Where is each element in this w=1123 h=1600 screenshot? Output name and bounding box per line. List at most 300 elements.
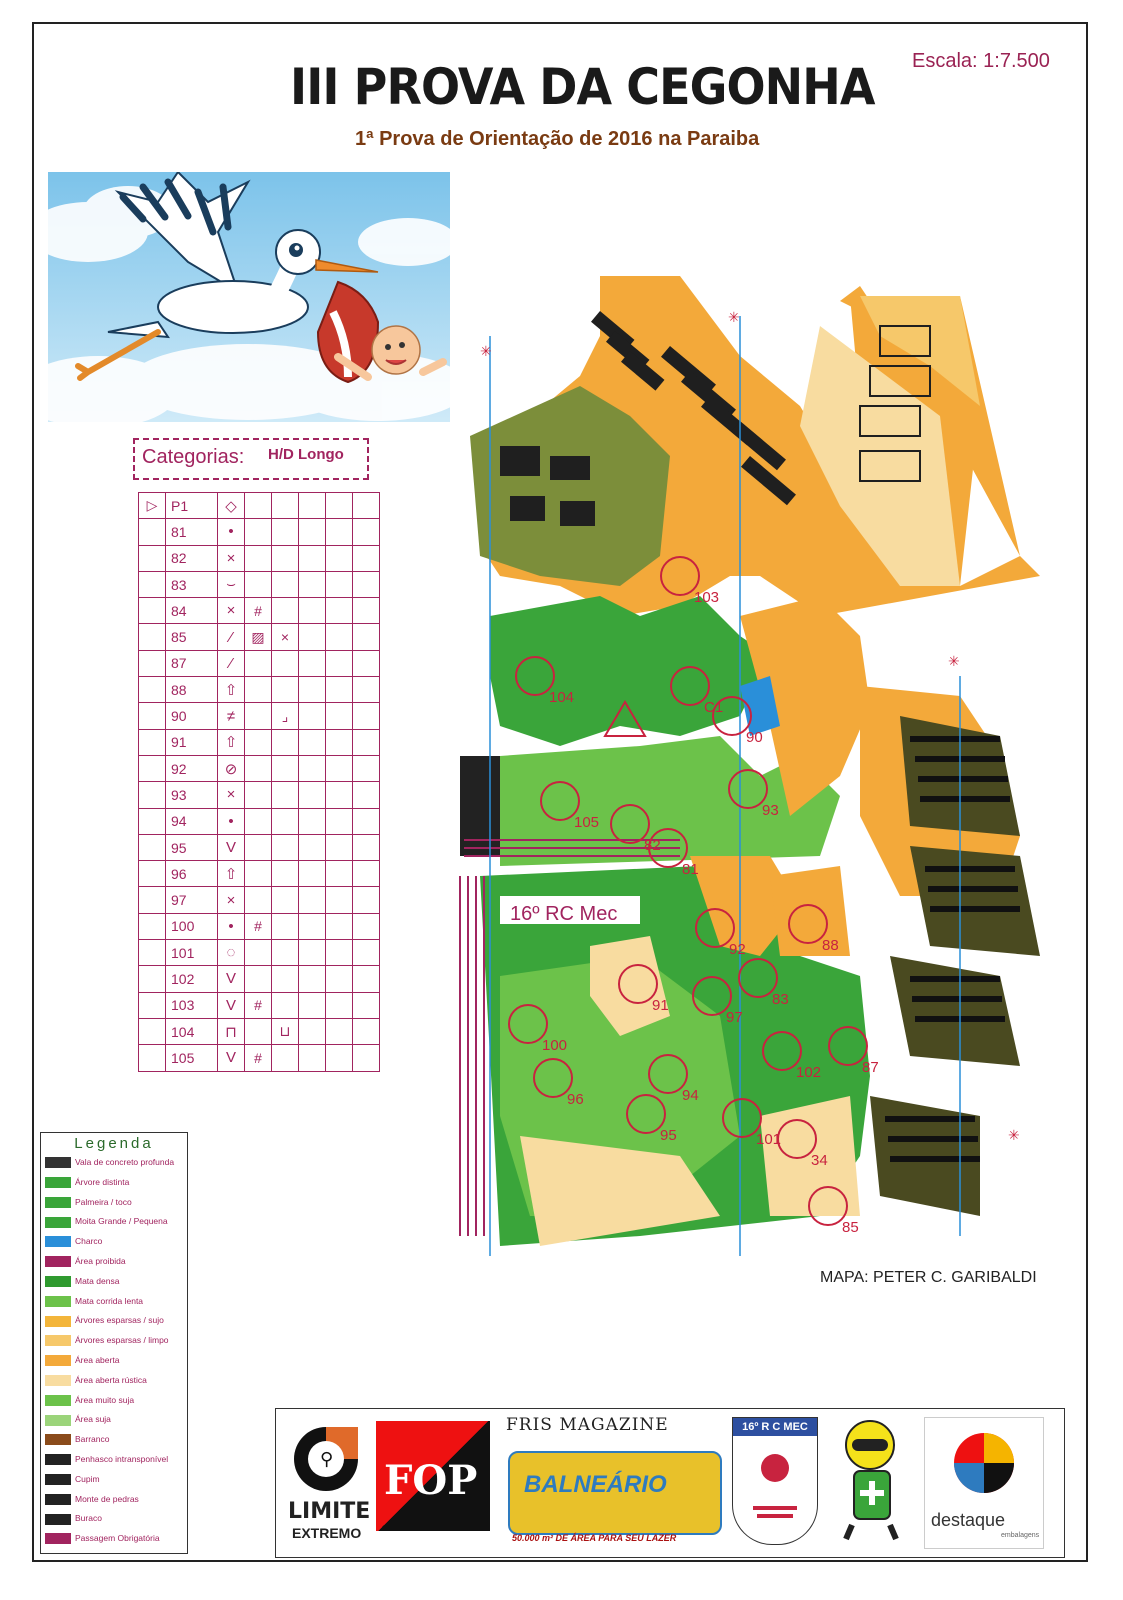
description-cell [353,571,380,597]
legend-swatch [45,1355,71,1366]
description-cell [272,966,299,992]
control-code: P1 [166,493,218,519]
legend-label: Cupim [75,1473,100,1484]
legend-label: Passagem Obrigatória [75,1533,160,1544]
description-cell [299,782,326,808]
legend-item [45,1197,132,1208]
legend-item [45,1494,139,1505]
description-cell [353,966,380,992]
legend-label: Palmeira / toco [75,1196,132,1207]
description-row [139,519,380,545]
description-cell [139,703,166,729]
description-cell [326,598,353,624]
description-cell [326,519,353,545]
control-number: 34 [811,1152,828,1169]
legend-swatch [45,1316,71,1327]
map-credit: MAPA: PETER C. GARIBALDI [820,1269,1037,1286]
rc-mec-text: 16º R C MEC [733,1418,817,1436]
description-cell: ⌟ [272,703,299,729]
description-row [139,729,380,755]
control-number: 93 [762,802,779,819]
sponsor-rc-mec [732,1417,818,1545]
control-number: C1 [704,699,724,716]
legend-swatch [45,1533,71,1544]
description-cell: ⊔ [272,1018,299,1044]
legend-label: Árvores esparsas / limpo [75,1335,169,1346]
description-cell [299,834,326,860]
description-cell: # [245,992,272,1018]
description-cell [353,755,380,781]
description-cell [139,834,166,860]
legend-label: Árvores esparsas / sujo [75,1315,164,1326]
description-cell [139,992,166,1018]
description-cell [299,887,326,913]
description-cell [353,940,380,966]
legend-label: Buraco [75,1513,102,1524]
description-row [139,966,380,992]
control-number: 104 [549,689,575,706]
legend-swatch [45,1474,71,1485]
control-symbol: ⇧ [218,861,245,887]
control-symbol: × [218,545,245,571]
control-number: 95 [660,1127,677,1144]
control-symbol: V [218,834,245,860]
description-cell [326,624,353,650]
control-code: 84 [166,598,218,624]
description-cell [139,940,166,966]
control-code: 95 [166,834,218,860]
control-symbol: × [218,887,245,913]
sponsor-mascot [832,1415,912,1545]
description-cell [353,598,380,624]
sponsor-limite-extremo [286,1419,378,1549]
control-code: 94 [166,808,218,834]
control-code: 100 [166,913,218,939]
description-cell [299,624,326,650]
description-cell [353,1018,380,1044]
description-cell: × [272,624,299,650]
legend-title: Legenda [74,1135,154,1152]
description-row [139,571,380,597]
description-cell [245,887,272,913]
legend-item [45,1236,102,1247]
control-number: 90 [746,729,763,746]
description-cell [245,782,272,808]
control-code: 90 [166,703,218,729]
rc-mec-crest-icon [733,1438,817,1538]
legend-item [45,1454,168,1465]
legend-swatch [45,1434,71,1445]
description-cell [245,966,272,992]
description-cell [272,598,299,624]
control-code: 85 [166,624,218,650]
page-subtitle: 1ª Prova de Orientação de 2016 na Paraiba [355,128,760,150]
legend-item [45,1216,168,1227]
control-number: 82 [644,837,661,854]
control-symbol: ⁄ [218,650,245,676]
description-cell [299,913,326,939]
description-cell [299,992,326,1018]
description-cell: # [245,1045,272,1071]
description-cell [139,1018,166,1044]
map-scale: Escala: 1:7.500 [912,50,1050,72]
description-cell [326,755,353,781]
description-cell [272,913,299,939]
description-cell [326,940,353,966]
orienteering-map [440,256,1080,1296]
control-description-table [138,492,380,1072]
control-code: 88 [166,677,218,703]
description-cell [139,861,166,887]
description-cell [272,677,299,703]
control-code: 91 [166,729,218,755]
destaque-text: destaque [931,1510,1006,1530]
legend-item [45,1276,119,1287]
description-cell [353,677,380,703]
description-cell [353,808,380,834]
legend-swatch [45,1157,71,1168]
description-cell [245,493,272,519]
description-cell [326,677,353,703]
description-cell [139,650,166,676]
description-cell [299,598,326,624]
legend-swatch [45,1296,71,1307]
control-symbol: ◇ [218,493,245,519]
description-cell [245,1018,272,1044]
description-cell [353,913,380,939]
control-symbol: ⇧ [218,729,245,755]
description-cell [326,966,353,992]
control-code: 103 [166,992,218,1018]
description-cell [326,493,353,519]
legend-label: Área muito suja [75,1394,135,1405]
description-row [139,598,380,624]
legend-item [45,1474,100,1485]
description-cell [272,992,299,1018]
description-cell [299,861,326,887]
legend-label: Área aberta [75,1355,120,1365]
description-cell [139,598,166,624]
legend-item [45,1375,147,1386]
extremo-text: EXTREMO [292,1525,362,1541]
description-cell [353,703,380,729]
legend-item [45,1157,174,1168]
legend-label: Área aberta rústica [75,1374,147,1385]
control-number: 105 [574,814,600,831]
description-cell [139,966,166,992]
legend-label: Charco [75,1236,103,1247]
control-code: 83 [166,571,218,597]
control-symbol: × [218,782,245,808]
description-row [139,782,380,808]
description-cell [272,755,299,781]
description-cell [139,729,166,755]
control-number: 103 [694,589,720,606]
description-row [139,650,380,676]
description-cell [272,834,299,860]
legend-label: Área proibida [75,1256,126,1266]
legend-swatch [45,1514,71,1525]
description-row [139,1018,380,1044]
description-cell [353,519,380,545]
description-cell [139,808,166,834]
legend-swatch [45,1217,71,1228]
control-number: 85 [842,1219,859,1236]
control-symbol: ⊘ [218,755,245,781]
description-cell [299,1018,326,1044]
description-cell [326,861,353,887]
description-cell [272,519,299,545]
description-row [139,808,380,834]
legend-label: Monte de pedras [75,1493,139,1504]
description-cell [139,624,166,650]
description-row [139,677,380,703]
description-cell [353,887,380,913]
control-code: 101 [166,940,218,966]
svg-text:✳: ✳ [728,310,740,326]
control-number: 94 [682,1087,699,1104]
control-number: 91 [652,997,669,1014]
legend-item [45,1256,126,1267]
legend-label: Mata corrida lenta [75,1295,144,1306]
sponsor-fris-magazine [506,1415,706,1445]
description-cell [272,545,299,571]
description-cell [139,913,166,939]
description-cell [245,677,272,703]
control-symbol: V [218,966,245,992]
description-cell [326,913,353,939]
legend-item [45,1335,169,1346]
description-cell [272,782,299,808]
description-cell [139,782,166,808]
description-cell [139,677,166,703]
legend-swatch [45,1335,71,1346]
description-cell [326,729,353,755]
description-cell [272,808,299,834]
description-row [139,913,380,939]
description-row [139,493,380,519]
description-cell [326,545,353,571]
legend-label: Árvore distinta [75,1176,130,1187]
description-cell [353,493,380,519]
description-cell [299,808,326,834]
control-symbol: V [218,992,245,1018]
description-row [139,624,380,650]
description-cell [299,1045,326,1071]
description-cell [139,1045,166,1071]
description-cell [299,729,326,755]
destaque-subtext: embalagens [1001,1532,1040,1539]
description-row [139,940,380,966]
description-row [139,992,380,1018]
description-cell [326,650,353,676]
description-cell [299,571,326,597]
control-code: 82 [166,545,218,571]
legend-item [45,1434,110,1445]
description-row [139,1045,380,1071]
balneario-subtext: 50.000 m² DE ÁREA PARA SEU LAZER [512,1533,677,1543]
description-cell [353,782,380,808]
description-cell [326,808,353,834]
description-cell [326,992,353,1018]
control-code: 97 [166,887,218,913]
description-cell [245,834,272,860]
description-cell [299,966,326,992]
description-cell: ▨ [245,624,272,650]
description-cell [139,755,166,781]
description-cell [245,703,272,729]
legend-label: Barranco [75,1434,110,1445]
legend-swatch [45,1256,71,1267]
legend-item [45,1533,160,1544]
control-number: 87 [862,1059,879,1076]
control-number: 83 [772,991,789,1008]
stork-illustration [48,172,450,422]
description-cell [353,834,380,860]
description-cell [272,887,299,913]
legend-swatch [45,1177,71,1188]
legend [40,1132,188,1554]
legend-item [45,1296,143,1307]
description-cell [353,1045,380,1071]
control-code: 102 [166,966,218,992]
description-cell [299,703,326,729]
destaque-logo [925,1418,1043,1508]
legend-item [45,1355,119,1366]
control-symbol: V [218,1045,245,1071]
description-cell [245,755,272,781]
control-number: 100 [542,1037,568,1054]
description-cell [353,624,380,650]
control-code: 87 [166,650,218,676]
description-row [139,703,380,729]
legend-label: Área suja [75,1414,111,1425]
legend-swatch [45,1395,71,1406]
description-cell [299,677,326,703]
legend-item [45,1177,129,1188]
control-number: 96 [567,1091,584,1108]
description-row [139,834,380,860]
description-cell [245,545,272,571]
description-cell [139,545,166,571]
control-symbol: × [218,598,245,624]
description-cell [272,650,299,676]
description-cell [353,650,380,676]
legend-swatch [45,1454,71,1465]
control-symbol: ⌣ [218,571,245,597]
description-cell [245,808,272,834]
description-cell [245,519,272,545]
svg-text:⚲: ⚲ [320,1449,334,1470]
legend-item [45,1315,164,1326]
description-cell [245,729,272,755]
description-cell [272,571,299,597]
sponsors-bar [275,1408,1065,1558]
description-cell [139,519,166,545]
description-cell [299,519,326,545]
svg-text:✳: ✳ [948,654,960,670]
legend-item [45,1395,134,1406]
description-cell [139,887,166,913]
legend-swatch [45,1197,71,1208]
legend-label: Mata densa [75,1275,120,1286]
legend-item [45,1513,102,1524]
svg-text:✳: ✳ [1008,1128,1020,1144]
svg-text:✳: ✳ [480,344,492,360]
description-cell [299,940,326,966]
description-cell [299,650,326,676]
control-symbol: ⇧ [218,677,245,703]
legend-swatch [45,1375,71,1386]
description-row [139,861,380,887]
limite-text: LIMITE [288,1499,371,1524]
categories-value: H/D Longo [268,446,344,463]
fop-text: FOP [384,1457,478,1504]
categories-label: Categorias: [142,446,245,468]
legend-label: Moita Grande / Pequena [75,1216,168,1227]
control-number: 81 [682,861,699,878]
legend-label: Vala de concreto profunda [75,1157,175,1167]
page-title: III PROVA DA CEGONHA [290,58,875,116]
legend-swatch [45,1236,71,1247]
control-code: 92 [166,755,218,781]
legend-swatch [45,1494,71,1505]
description-cell [326,571,353,597]
description-cell: ▷ [139,493,166,519]
description-cell [245,650,272,676]
control-symbol: • [218,808,245,834]
description-cell [326,1018,353,1044]
description-cell [326,782,353,808]
balneario-text: BALNEÁRIO [524,1471,667,1498]
sponsor-destaque [924,1417,1044,1549]
description-cell [326,703,353,729]
control-code: 96 [166,861,218,887]
description-cell [353,992,380,1018]
legend-label: Penhasco intransponível [75,1454,169,1464]
sponsor-fop [376,1421,490,1531]
description-row [139,545,380,571]
legend-item [45,1414,111,1425]
description-cell [326,834,353,860]
control-code: 93 [166,782,218,808]
description-cell [299,755,326,781]
description-cell [353,545,380,571]
description-cell [139,571,166,597]
description-cell [353,729,380,755]
legend-swatch [45,1276,71,1287]
description-cell [272,493,299,519]
description-cell [272,861,299,887]
control-symbol: ⁄ [218,624,245,650]
area-label: 16º RC Mec [510,903,618,925]
description-cell [353,861,380,887]
description-row [139,755,380,781]
control-symbol: ◌ [218,940,245,966]
description-cell [245,940,272,966]
control-number: 102 [796,1064,822,1081]
description-cell [326,1045,353,1071]
control-number: 88 [822,937,839,954]
control-number: 101 [756,1131,782,1148]
control-symbol: • [218,519,245,545]
description-row [139,887,380,913]
description-cell [326,887,353,913]
description-cell [272,1045,299,1071]
description-cell [245,571,272,597]
control-code: 81 [166,519,218,545]
description-cell: # [245,913,272,939]
